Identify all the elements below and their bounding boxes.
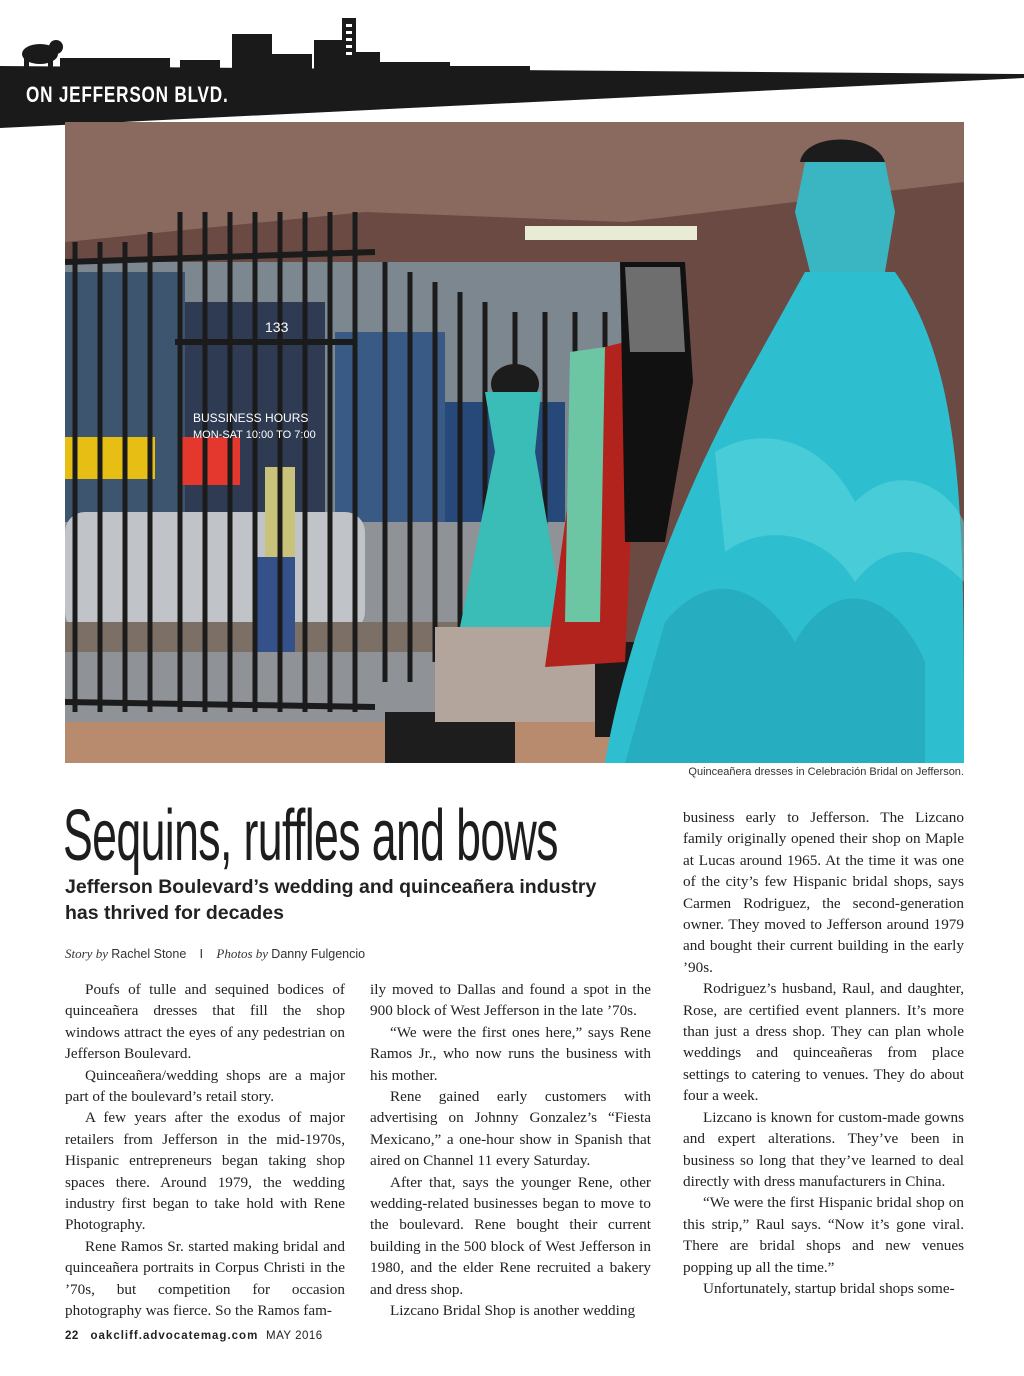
paragraph: Lizcano Bridal Shop is another wedding [390, 1302, 636, 1320]
paragraph: Rene gained early customers with advertising on Johnny Gonzalez’s “Fiesta Mexicano,” a one-hour show in Spanish that aired on Channel 11 every Saturday. [370, 1088, 651, 1170]
paragraph: Poufs of tulle and sequined bodices of quinceañera dresses that fill the shop windows attract the eyes of any pedestrian on Jefferson Boulevard. [65, 981, 345, 1063]
paragraph: After that, says the younger Rene, other wedding-related businesses began to move to the boulevard. Rene bought their current building in the 500 block of West Jefferson in 1980, and the elder Rene recruited a bakery and dress shop. [370, 1173, 651, 1298]
paragraph: Unfortunately, startup bridal shops some- [703, 1279, 955, 1297]
story-label: Story by [65, 946, 108, 961]
paragraph: A few years after the exodus of major retailers from Jefferson in the mid-1970s, Hispanic entrepreneurs began taking shop spaces there. Around 1979, the wedding industry first began to take hold with Rene Photography. [65, 1109, 345, 1234]
photos-label: Photos by [216, 946, 269, 961]
skyline-header-banner [0, 0, 1024, 130]
paragraph: Quinceañera/wedding shops are a major part of the boulevard’s retail story. [65, 1066, 345, 1106]
footer-site-link[interactable]: oakcliff.advocatemag.com [90, 1330, 259, 1342]
paragraph: Lizcano is known for custom-made gowns and expert alterations. They’ve been in business so long that they’ve learned to deal directly with dress manufacturers in China. [683, 1108, 964, 1190]
article-column-3 [683, 807, 964, 1299]
page-number: 22 [65, 1330, 79, 1342]
paragraph: “We were the first Hispanic bridal shop on this strip,” Raul says. “Now it’s gone viral. There are bridal shops and new venues popping up all the time.” [683, 1194, 964, 1276]
door-number: 133 [265, 319, 289, 335]
photo-caption: Quinceañera dresses in Celebración Bridal on Jefferson. [688, 766, 964, 778]
paragraph: “We were the first ones here,” says Rene Ramos Jr., who now runs the business with his mother. [370, 1023, 651, 1084]
byline [65, 946, 365, 962]
bulldog-icon [22, 40, 63, 68]
door-sign-line1: BUSSINESS HOURS [193, 411, 309, 425]
page-footer [65, 1330, 323, 1342]
photos-author: Danny Fulgencio [271, 947, 366, 961]
deck-subtitle: Jefferson Boulevard’s wedding and quinceañera industry has thrived for decades [65, 876, 597, 924]
headline: Sequins, ruffles and bows [63, 796, 558, 876]
article-column-2 [370, 979, 651, 1322]
byline-separator: I [199, 946, 204, 961]
paragraph: Rene Ramos Sr. started making bridal and quinceañera portraits in Corpus Christi in the ’70s, but competition for occasion photography was fierce. So the Ramos fam- [65, 1237, 345, 1320]
story-author: Rachel Stone [111, 947, 187, 961]
issue-date: MAY 2016 [266, 1330, 323, 1342]
hero-photo [65, 122, 964, 763]
paragraph: ily moved to Dallas and found a spot in the 900 block of West Jefferson in the late ’70s. [370, 981, 651, 1020]
paragraph: business early to Jefferson. The Lizcano family originally opened their shop on Maple at Lucas around 1965. At the time it was one of the city’s few Hispanic bridal shops, says Carmen Rodriguez, the second-generation owner. They moved to Jefferson around 1979 and bought their current building in the early ’90s. [683, 809, 964, 976]
paragraph: Rodriguez’s husband, Raul, and daughter, Rose, are certified event planners. It’s more than just a dress shop. They can plan whole weddings and quinceañeras from place settings to catering to venues. They do about four a week. [683, 980, 964, 1105]
article-column-1 [65, 979, 345, 1322]
section-label: ON JEFFERSON BLVD. [26, 82, 229, 107]
door-sign-line2: MON-SAT 10:00 TO 7:00 [193, 429, 316, 441]
